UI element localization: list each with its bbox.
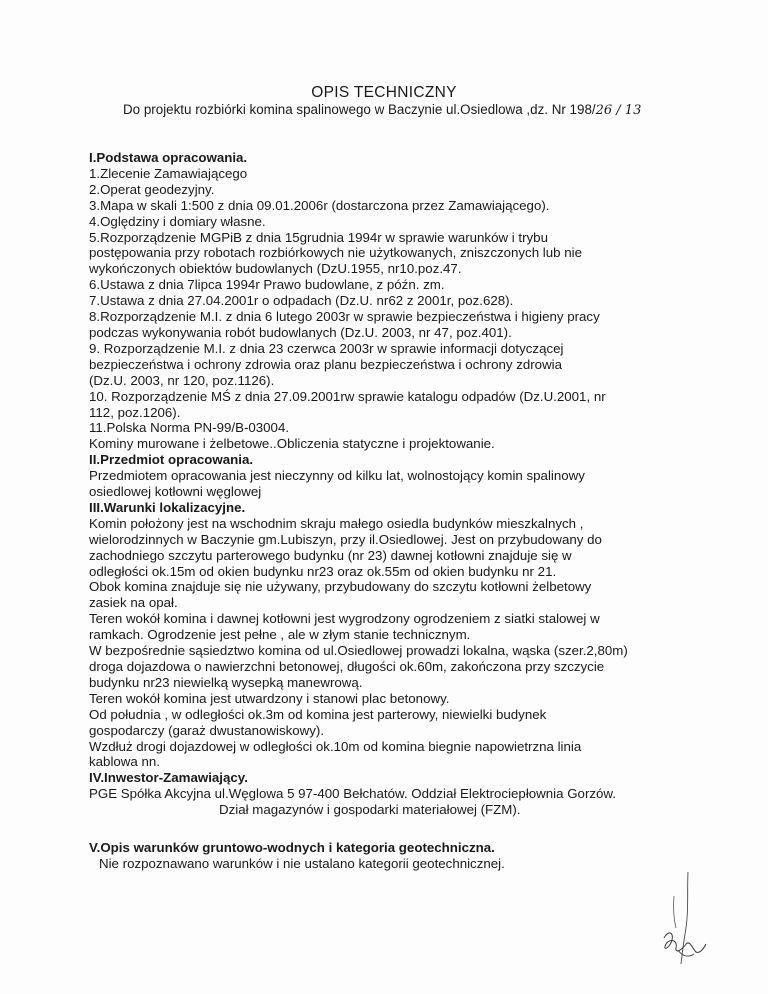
section-heading: IV.Inwestor-Zamawiający.	[89, 770, 248, 786]
body-line: PGE Spółka Akcyjna ul.Węglowa 5 97-400 Bełchatów. Oddział Elektrociepłownia Gorzów.	[89, 786, 616, 802]
body-line: 9. Rozporządzenie M.I. z dnia 23 czerwca 2003r w sprawie informacji dotyczącej	[89, 340, 564, 356]
body-line: 3.Mapa w skali 1:500 z dnia 09.01.2006r (dostarczona przez Zamawiającego).	[89, 197, 550, 213]
body-line: Nie rozpoznawano warunków i nie ustalano kategorii geotechnicznej.	[99, 855, 505, 871]
body-line: budynku nr23 niewielką wysepką manewrową.	[89, 674, 363, 690]
section-heading: III.Warunki lokalizacyjne.	[89, 499, 246, 515]
body-line: kablowa nn.	[89, 754, 160, 770]
body-line: Komin położony jest na wschodnim skraju małego osiedla budynków mieszkalnych ,	[89, 515, 584, 531]
body-line: 8.Rozporządzenie M.I. z dnia 6 lutego 2003r w sprawie bezpieczeństwa i higieny pracy	[89, 309, 600, 325]
body-line: 1.Zlecenie Zamawiającego	[89, 165, 248, 181]
section-v	[89, 840, 505, 872]
section-heading: II.Przedmiot opracowania.	[89, 452, 254, 468]
body-line: Przedmiotem opracowania jest nieczynny od kilku lat, wolnostojący komin spalinowy	[89, 468, 585, 484]
body-line: Teren wokół komina i dawnej kotłowni jest wygrodzony ogrodzeniem z siatki stalowej w	[89, 611, 600, 627]
body-line: gospodarczy (garaż dwustanowiskowy).	[89, 722, 325, 738]
body-line: Obok komina znajduje się nie używany, przybudowany do szczytu kotłowni żelbetowy	[89, 579, 592, 595]
body-line: droga dojazdowa o nawierzchni betonowej, długości ok.60m, zakończona przy szczycie	[89, 659, 605, 674]
document-subtitle	[123, 102, 641, 118]
body-line: Kominy murowane i żelbetowe..Obliczenia statyczne i projektowanie.	[89, 436, 495, 452]
document-title: OPIS TECHNICZNY	[311, 84, 457, 101]
body-line: odległości ok.15m od okien budynku nr23 oraz ok.55m od okien budynku nr 21.	[89, 563, 557, 579]
body-line: (Dz.U. 2003, nr 120, poz.1126).	[89, 372, 275, 388]
body-line: 7.Ustawa z dnia 27.04.2001r o odpadach (Dz.U. nr62 z 2001r, poz.628).	[89, 293, 514, 309]
section-heading: I.Podstawa opracowania.	[89, 150, 248, 165]
body-line: podczas wykonywania robót budowlanych (Dz.U. 2003, nr 47, poz.401).	[89, 324, 512, 340]
body-line: wielorodzinnych w Baczynie gm.Lubiszyn, przy il.Osiedlowej. Jest on przybudowany do	[89, 531, 602, 547]
body-line: Teren wokół komina jest utwardzony i stanowi plac betonowy.	[89, 690, 450, 706]
body-line: 4.Oględziny i domiary własne.	[89, 213, 266, 229]
body-line: osiedlowej kotłowni węglowej	[89, 484, 262, 500]
body-line: postępowania przy robotach rozbiórkowych nie użytkowanych, zniszczonych lub nie	[89, 245, 582, 261]
body-line: zasiek na opał.	[89, 595, 178, 611]
body-line: wykończonych obiektów budowlanych (DzU.1955, nr10.poz.47.	[89, 261, 462, 277]
body-line: ramkach. Ogrodzenie jest pełne , ale w złym stanie technicznym.	[89, 627, 471, 643]
body-line: 6.Ustawa z dnia 7lipca 1994r Prawo budowlane, z późn. zm.	[89, 277, 445, 293]
subtitle-text: Do projektu rozbiórki komina spalinowego w Baczynie ul.Osiedlowa ,dz. Nr 198/	[123, 102, 596, 117]
body-line: W bezpośrednie sąsiedztwo komina od ul.Osiedlowej prowadzi lokalna, wąska (szer.2,80m)	[89, 643, 628, 659]
body-line: 5.Rozporządzenie MGPiB z dnia 15grudnia 1994r w sprawie warunków i trybu	[89, 229, 548, 245]
section-heading: V.Opis warunków gruntowo-wodnych i kategoria geotechniczna.	[89, 840, 495, 855]
body-line: 2.Operat geodezyjny.	[89, 181, 215, 197]
body-line: Dział magazynów i gospodarki materiałowej (FZM).	[219, 802, 521, 818]
body-line: 112, poz.1206).	[89, 404, 181, 420]
handwritten-plot-number: 26 ∕ 13	[595, 103, 642, 118]
body-line: zachodniego szczytu parterowego budynku (nr 23) dawnej kotłowni znajduje się w	[89, 547, 572, 563]
body-line: 10. Rozporządzenie MŚ z dnia 27.09.2001rw sprawie katalogu odpadów (Dz.U.2001, nr	[89, 388, 606, 404]
body-line: Od południa , w odległości ok.3m od komina jest parterowy, niewielki budynek	[89, 706, 547, 722]
document-body	[89, 150, 709, 818]
handwritten-signature	[652, 868, 712, 968]
body-line: 11.Polska Norma PN-99/B-03004.	[89, 420, 290, 436]
body-line: Wzdłuż drogi dojazdowej w odległości ok.10m od komina biegnie napowietrzna linia	[89, 738, 582, 754]
body-line: bezpieczeństwa i ochrony zdrowia oraz planu bezpieczeństwa i ochrony zdrowia	[89, 356, 563, 372]
